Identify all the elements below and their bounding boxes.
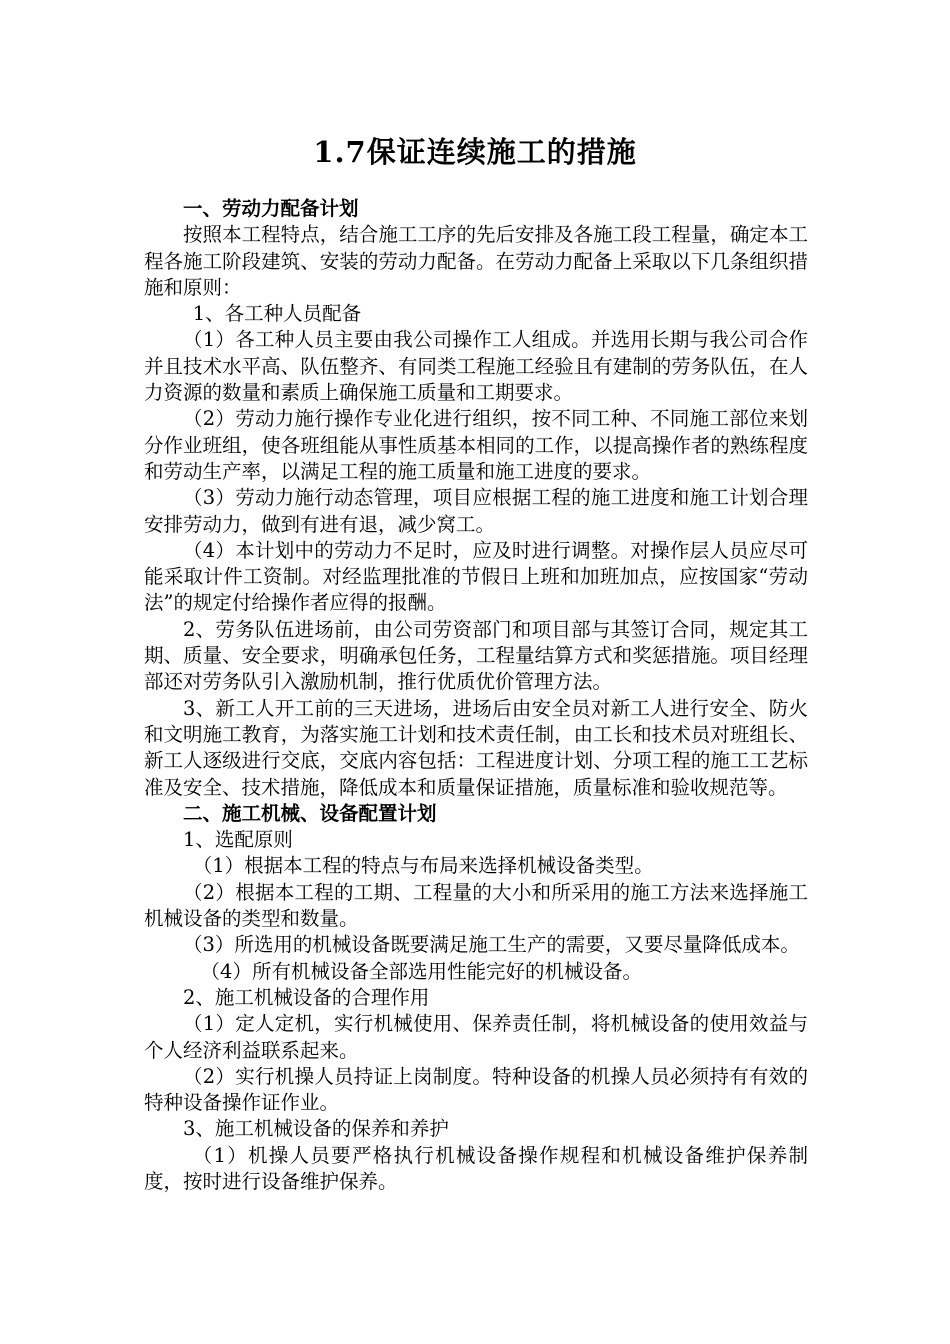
paragraph: 3、施工机械设备的保养和养护 [183,1117,449,1141]
paragraph: （2）实行机操人员持证上岗制度。特种设备的机操人员必须持有有效的特种设备操作证作业。 [144,1064,808,1115]
paragraph: （1）定人定机，实行机械使用、保养责任制，将机械设备的使用效益与个人经济利益联系起来。 [144,1012,808,1062]
paragraph: （4）本计划中的劳动力不足时，应及时进行调整。对操作层人员应尽可能采取计件工资制。对经监理批准的节假日上班和加班加点，应按国家“劳动法”的规定付给操作者应得的报酬。 [144,538,808,615]
section-heading-labor: 一、劳动力配备计划 [183,197,359,220]
paragraph: 1、选配原则 [183,828,293,852]
paragraph: 1、各工种人员配备 [192,302,362,326]
paragraph: （3）所选用的机械设备既要满足施工生产的需要，又要尽量降低成本。 [183,933,800,957]
paragraph: （1）机操人员要严格执行机械设备操作规程和机械设备维护保养制度，按时进行设备维护保养。 [144,1143,808,1193]
paragraph: （2）劳动力施行操作专业化进行组织，按不同工种、不同施工部位来划分作业班组，使各班组能从事性质基本相同的工作，以提高操作者的熟练程度和劳动生产率，以满足工程的施工质量和施工进度的要求。 [144,407,808,483]
paragraph: 2、劳务队伍进场前，由公司劳资部门和项目部与其签订合同，规定其工期、质量、安全要求，明确承包任务，工程量结算方式和奖惩措施。项目经理部还对劳务队引入激励机制，推行优质优价管理方法。 [144,617,808,694]
document-title: 1.7保证连续施工的措施 [313,135,637,169]
paragraph: 2、施工机械设备的合理作用 [183,985,430,1009]
paragraph: 3、新工人开工前的三天进场，进场后由安全员对新工人进行安全、防火和文明施工教育，为落实施工计划和技术责任制，由工长和技术员对班组长、新工人逐级进行交底，交底内容包括：工程进度计划、分项工程的施工工艺标准及安全、技术措施，降低成本和质量保证措施，质量标准和验收规范等。 [144,696,808,799]
paragraph: （1）各工种人员主要由我公司操作工人组成。并选用长期与我公司合作并且技术水平高、队伍整齐、有同类工程施工经验且有建制的劳务队伍，在人力资源的数量和素质上确保施工质量和工期要求。 [144,328,808,405]
section-heading-equipment: 二、施工机械、设备配置计划 [183,801,437,825]
paragraph: （3）劳动力施行动态管理，项目应根据工程的施工进度和施工计划合理安排劳动力，做到有进有退，减少窝工。 [144,486,808,536]
document-body [144,196,808,1195]
paragraph: （4）所有机械设备全部选用性能完好的机械设备。 [200,959,642,983]
paragraph: （1）根据本工程的特点与布局来选择机械设备类型。 [192,854,654,878]
paragraph: 按照本工程特点，结合施工工序的先后安排及各施工段工程量，确定本工程各施工阶段建筑、安装的劳动力配备。在劳动力配备上采取以下几条组织措施和原则： [144,223,808,299]
paragraph: （2）根据本工程的工期、工程量的大小和所采用的施工方法来选择施工机械设备的类型和数量。 [144,880,808,931]
